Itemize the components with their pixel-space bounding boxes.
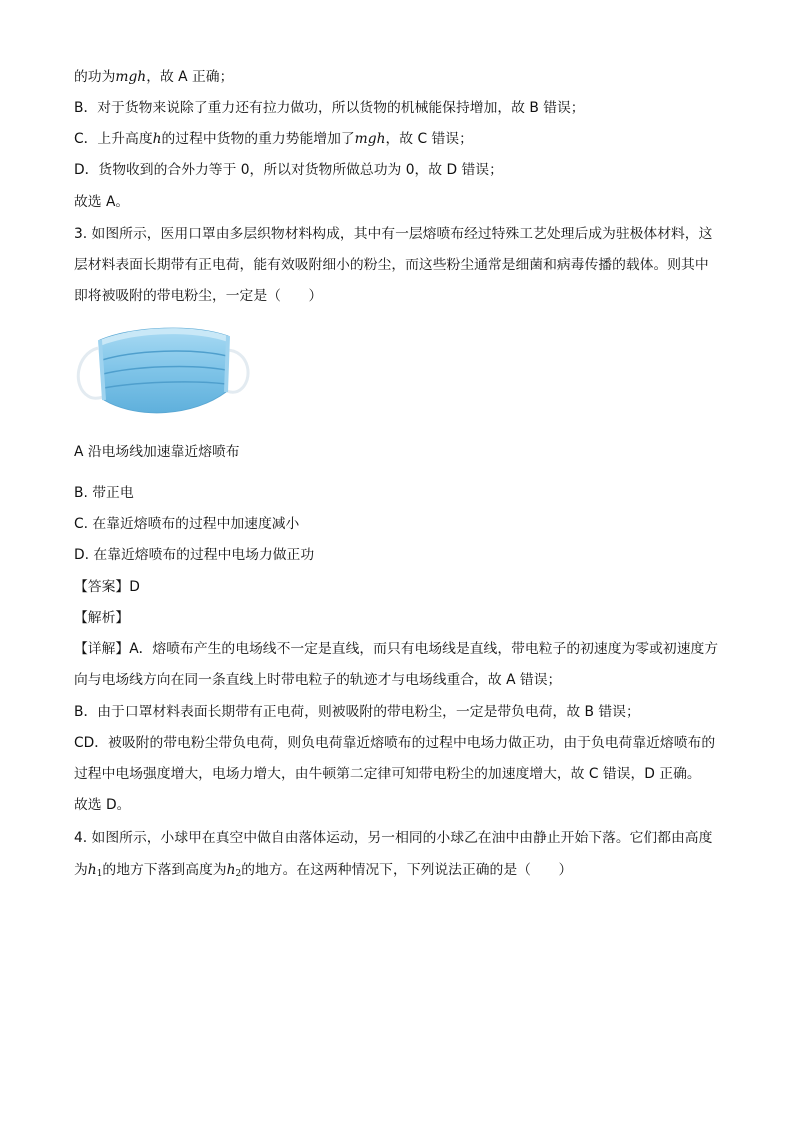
q3-option-b: B. 带正电 (74, 485, 134, 501)
math-h2 (227, 862, 242, 878)
q3-conclusion: 故选 D。 (74, 797, 131, 813)
text: ，故 A 正确； (146, 69, 234, 85)
prev-option-b: B．对于货物来说除了重力还有拉力做功，所以货物的机械能保持增加，故 B 错误； (74, 100, 585, 116)
q3-stem-line-3: 即将被吸附的带电粉尘，一定是（ ） (74, 288, 323, 304)
text: ，故 C 错误； (385, 131, 473, 147)
answer-value: D (129, 579, 140, 595)
q4-stem-line-2 (74, 861, 572, 883)
text: 的地方。在这两种情况下，下列说法正确的是（ ） (241, 862, 573, 878)
text: 为 (74, 862, 88, 878)
h2-base: h (226, 862, 236, 878)
math-h1 (88, 862, 103, 878)
text: C．上升高度 (74, 131, 153, 147)
text: 的过程中货物的重力势能增加了 (161, 131, 355, 147)
math-mgh: mgh (115, 69, 147, 85)
prev-line-1 (74, 68, 233, 86)
h1-sub: 1 (96, 869, 103, 879)
q3-detail-line-5: 过程中电场强度增大，电场力增大，由牛顿第二定律可知带电粉尘的加速度增大，故 C 错误，D 正确。 (74, 766, 701, 782)
q3-stem-line-2: 层材料表面长期带有正电荷，能有效吸附细小的粉尘，而这些粉尘通常是细菌和病毒传播的载体。则其中 (74, 257, 709, 273)
text: A．熔喷布产生的电场线不一定是直线，而只有电场线是直线，带电粒子的初速度为零或初速度方 (129, 641, 719, 657)
prev-option-d: D．货物收到的合外力等于 0，所以对货物所做总功为 0，故 D 错误； (74, 162, 503, 178)
math-h: h (152, 131, 162, 147)
q3-option-d: D. 在靠近熔喷布的过程中电场力做正功 (74, 547, 315, 563)
q3-detail-line-1 (74, 640, 718, 658)
h1-base: h (87, 862, 97, 878)
text: 的功为 (74, 69, 116, 85)
q3-option-c: C. 在靠近熔喷布的过程中加速度减小 (74, 516, 300, 532)
prev-option-c (74, 130, 473, 148)
detail-tag: 【详解】 (74, 641, 130, 657)
h2-sub: 2 (235, 869, 242, 879)
math-mgh: mgh (354, 131, 386, 147)
q3-detail-line-2: 向与电场线方向在同一条直线上时带电粒子的轨迹才与电场线重合，故 A 错误； (74, 672, 562, 688)
text: 的地方下落到高度为 (102, 862, 227, 878)
q3-option-a: A 沿电场线加速靠近熔喷布 (74, 444, 240, 460)
q3-analysis-tag: 【解析】 (74, 610, 130, 626)
face-mask-image (74, 320, 256, 426)
answer-tag: 【答案】 (74, 579, 130, 595)
prev-conclusion: 故选 A。 (74, 194, 130, 210)
q3-answer (74, 578, 140, 596)
q3-detail-line-4: CD．被吸附的带电粉尘带负电荷，则负电荷靠近熔喷布的过程中电场力做正功，由于负电荷靠近熔喷布的 (74, 735, 716, 751)
q3-stem-line-1: 3. 如图所示，医用口罩由多层织物材料构成，其中有一层熔喷布经过特殊工艺处理后成为驻极体材料，这 (74, 226, 713, 242)
q3-detail-line-3: B．由于口罩材料表面长期带有正电荷，则被吸附的带电粉尘，一定是带负电荷，故 B 错误； (74, 704, 640, 720)
q4-stem-line-1: 4. 如图所示，小球甲在真空中做自由落体运动，另一相同的小球乙在油中由静止开始下落。它们都由高度 (74, 830, 713, 846)
